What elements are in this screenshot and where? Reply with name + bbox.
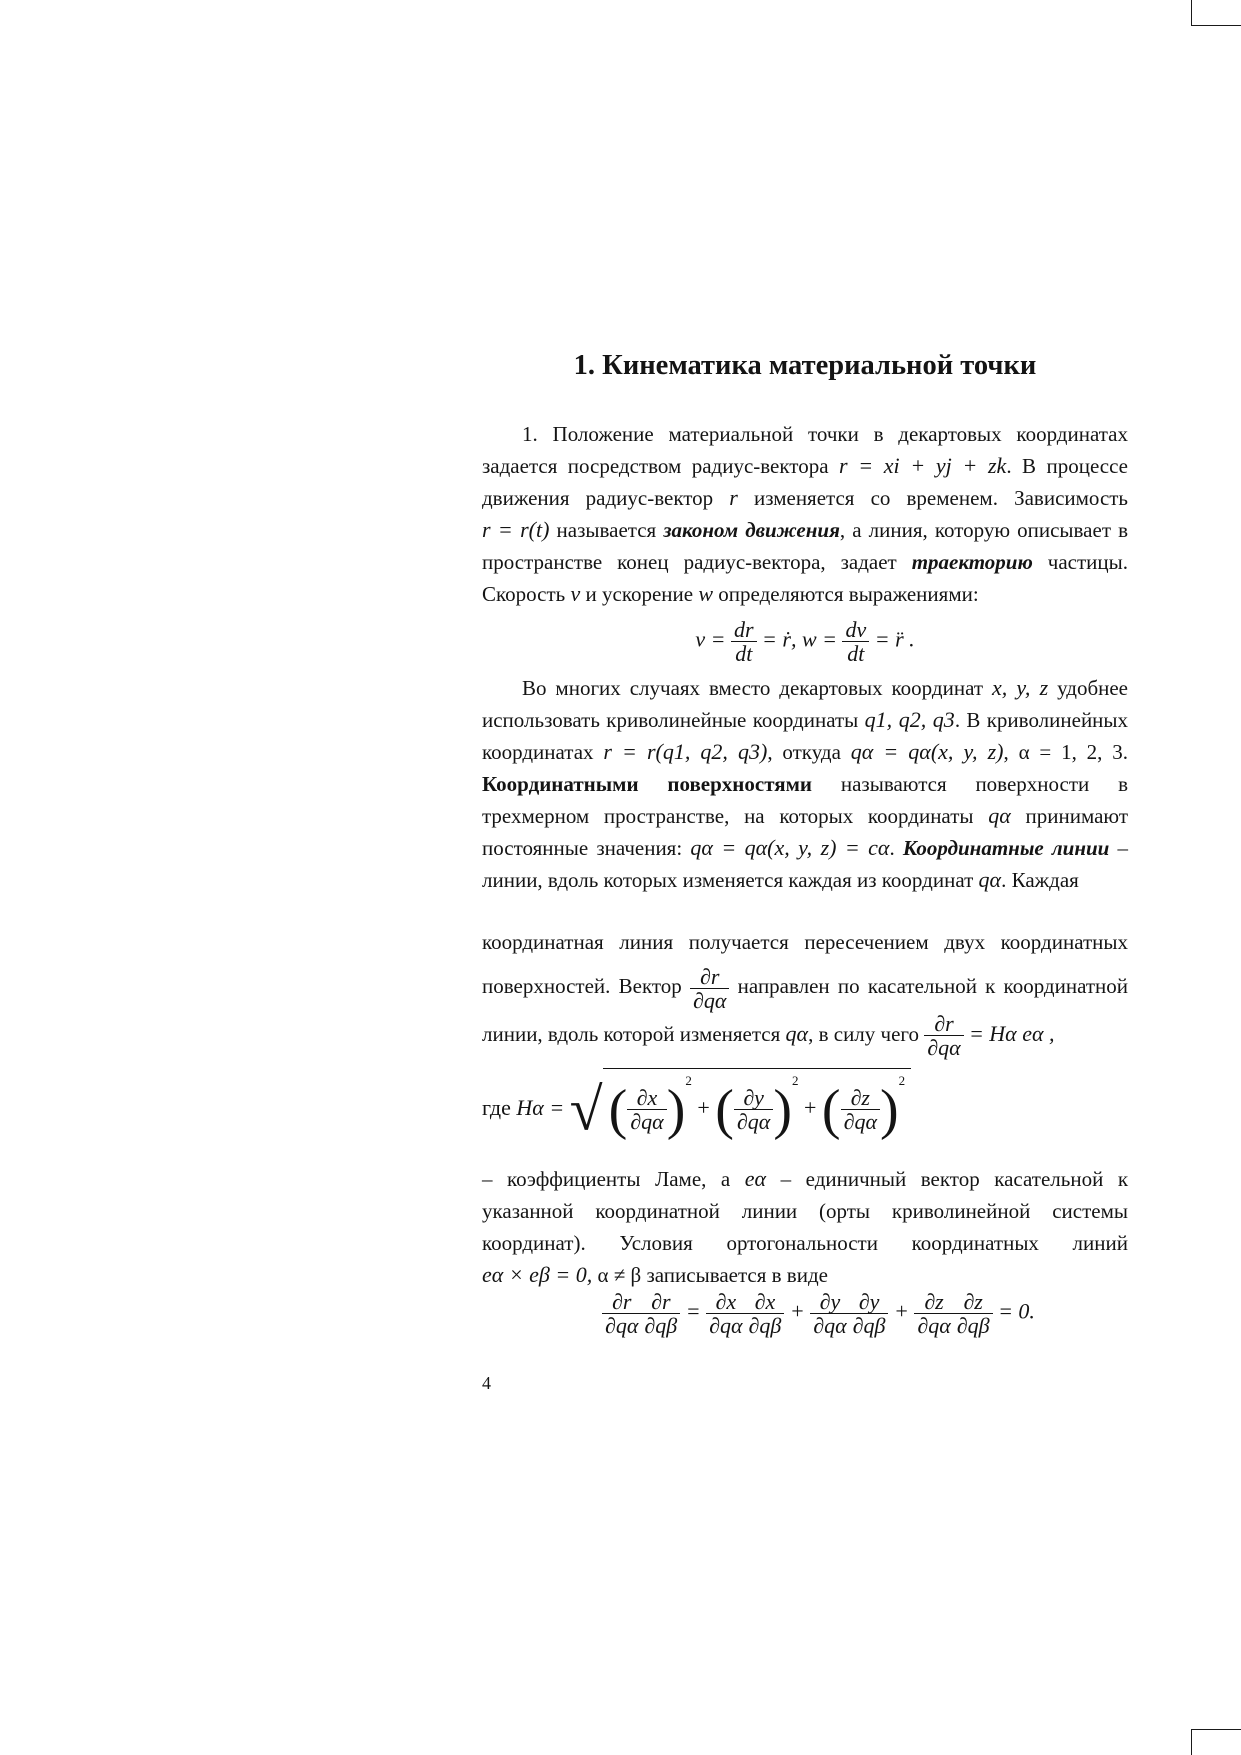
fraction-numerator: dv: [842, 618, 869, 642]
paragraph-tangent-vector: [482, 920, 1128, 1060]
sqrt-sign: √: [569, 1076, 603, 1143]
text: , α = 1, 2, 3.: [1003, 740, 1128, 764]
text: α ≠ β записывается в виде: [597, 1263, 828, 1287]
formula-radius-vector: r = xi + yj + zk: [838, 453, 1007, 478]
text: принимают постоянные значения:: [482, 804, 1129, 860]
formula-q-alpha-const: qα = qα(x, y, z) = cα: [690, 835, 890, 860]
text: называются поверхности в трехмерном пространстве, на которых координаты: [482, 772, 1129, 828]
crop-mark-top-vertical: [1191, 0, 1192, 26]
fraction: [746, 1290, 785, 1337]
fraction-dr-dq: [690, 965, 729, 1012]
text: изменяется со временем. Зависимость: [753, 486, 1129, 510]
formula-q-alpha: qα: [978, 867, 1002, 892]
fraction-dx-dq: [627, 1086, 666, 1133]
paren-close: ): [666, 1078, 686, 1141]
superscript: 2: [898, 1073, 906, 1088]
text: удобнее использовать криволинейные координаты: [482, 676, 1129, 732]
fraction-dy-dq: [734, 1086, 773, 1133]
fraction-numerator: ∂z: [914, 1290, 953, 1314]
fraction: [810, 1290, 849, 1337]
text: .: [889, 836, 895, 860]
fraction-dv-dt: [842, 618, 869, 665]
fraction-numerator: ∂r: [602, 1290, 641, 1314]
superscript: 2: [792, 1073, 799, 1088]
formula-v: v: [570, 581, 581, 606]
term-coordinate-lines: Координатные линии: [902, 836, 1110, 860]
text: называется: [556, 518, 657, 542]
fraction-denominator: ∂qα: [709, 1313, 743, 1339]
formula-q-alpha: qα: [785, 1020, 809, 1046]
formula-r-of-q: r = r(q1, q2, q3): [603, 739, 768, 764]
fraction-dz-dq: [841, 1086, 880, 1133]
text: Во многих случаях вместо декартовых координат: [522, 676, 984, 700]
fraction-numerator: ∂y: [734, 1086, 773, 1110]
formula-xyz: x, y, z: [991, 675, 1049, 700]
term-law-of-motion: законом движения: [663, 518, 840, 542]
fraction-denominator: dt: [735, 641, 753, 667]
paren-open: (: [821, 1078, 841, 1141]
fraction-denominator: ∂qβ: [748, 1313, 782, 1339]
formula-e-alpha: eα: [744, 1166, 767, 1191]
fraction-denominator: ∂qα: [927, 1035, 961, 1061]
paragraph-lame-orthogonality: [482, 1163, 1128, 1291]
formula-lame-coefficient: [482, 1068, 911, 1144]
fraction-denominator: ∂qα: [917, 1313, 951, 1339]
text: направлен по касательной к координатной линии, вдоль которой изменяется: [482, 974, 1129, 1046]
formula-r-of-t: r = r(t): [482, 517, 550, 542]
paragraph-position: [482, 418, 1128, 610]
fraction-denominator: ∂qα: [843, 1109, 877, 1135]
text: – линии, вдоль которых изменяется каждая из координат: [482, 836, 1129, 892]
fraction-denominator: ∂qβ: [956, 1313, 990, 1339]
equals-sign: =: [685, 1298, 701, 1324]
text: . Каждая: [1001, 868, 1079, 892]
fraction-denominator: ∂qα: [813, 1313, 847, 1339]
fraction-numerator: ∂x: [627, 1086, 666, 1110]
paragraph-curvilinear: [482, 672, 1128, 896]
fraction-numerator: ∂r: [924, 1012, 963, 1036]
fraction: [914, 1290, 953, 1337]
fraction-denominator: dt: [847, 641, 865, 667]
text: где: [482, 1095, 511, 1120]
text: . В процессе движения радиус-вектор: [482, 454, 1129, 510]
formula-velocity-acceleration: [482, 618, 1128, 665]
plus-sign: +: [697, 1095, 710, 1120]
fraction-denominator: ∂qβ: [644, 1313, 678, 1339]
fraction-numerator: ∂y: [810, 1290, 849, 1314]
superscript: 2: [685, 1073, 692, 1088]
text: – коэффициенты Ламе, а: [482, 1167, 731, 1191]
text: и ускорение: [585, 582, 694, 606]
text: . В криволинейных координатах: [482, 708, 1129, 764]
fraction-denominator: ∂qα: [605, 1313, 639, 1339]
crop-mark-bottom-vertical: [1191, 1729, 1192, 1755]
paren-close: ): [773, 1078, 792, 1141]
fraction-denominator: ∂qα: [736, 1109, 771, 1135]
sqrt-body: [603, 1068, 912, 1141]
crop-mark-bottom-horizontal: [1191, 1729, 1241, 1730]
crop-mark-top-horizontal: [1191, 25, 1241, 26]
fraction-numerator: ∂z: [954, 1290, 993, 1314]
plus-sign: +: [893, 1298, 909, 1324]
formula-q123: q1, q2, q3: [864, 707, 955, 732]
plus-sign: +: [804, 1095, 817, 1120]
formula-part: v =: [695, 626, 726, 652]
text: , откуда: [767, 740, 841, 764]
formula-part: = r̈ .: [874, 626, 915, 652]
fraction-denominator: ∂qα: [630, 1109, 664, 1135]
formula-r: r: [729, 485, 738, 510]
fraction-dr-dq: [924, 1012, 963, 1059]
fraction-numerator: ∂x: [746, 1290, 785, 1314]
text: 1. Положение материальной точки в декартовых координатах задается посредством радиус-вектора: [482, 422, 1128, 478]
text: , в силу чего: [808, 1021, 920, 1046]
formula-part: = 0.: [998, 1298, 1035, 1324]
fraction: [641, 1290, 680, 1337]
fraction-numerator: ∂z: [841, 1086, 880, 1110]
plus-sign: +: [789, 1298, 805, 1324]
paren-open: (: [608, 1078, 628, 1141]
formula-H-alpha: Hα =: [516, 1095, 565, 1120]
fraction-dr-dt: [731, 618, 757, 665]
formula-H-e: = Hα eα ,: [968, 1020, 1055, 1046]
fraction: [602, 1290, 641, 1337]
fraction: [706, 1290, 745, 1337]
page-number: 4: [482, 1373, 491, 1393]
fraction-numerator: dr: [731, 618, 757, 642]
text: координатная линия получается пересечением двух координатных поверхностей. Вектор: [482, 930, 1128, 998]
fraction-denominator: ∂qα: [693, 987, 727, 1013]
term-trajectory: траекторию: [911, 550, 1033, 574]
paren-open: (: [715, 1078, 734, 1141]
formula-orthogonality: eα × eβ = 0,: [482, 1262, 593, 1287]
fraction: [850, 1290, 889, 1337]
fraction-numerator: ∂r: [641, 1290, 680, 1314]
chapter-heading: 1. Кинематика материальной точки: [573, 350, 1037, 381]
formula-q-alpha: qα: [988, 803, 1011, 828]
formula-q-alpha: qα = qα(x, y, z): [850, 739, 1004, 764]
text: , а линия, которую описывает в пространстве конец радиус-вектора, задает: [482, 518, 1129, 574]
formula-orthogonality-condition: [602, 1289, 1035, 1339]
text: – единичный вектор касательной к указанной координатной линии (орты криволинейной системы координат). Условия ортогональности координатных линий: [482, 1167, 1129, 1255]
formula-part: = ṙ, w =: [762, 626, 837, 652]
fraction-numerator: ∂y: [850, 1290, 889, 1314]
fraction-numerator: ∂x: [706, 1290, 745, 1314]
text: определяются выражениями:: [718, 582, 979, 606]
fraction-denominator: ∂qβ: [852, 1313, 886, 1339]
text: частицы. Скорость: [482, 550, 1129, 606]
paren-close: ): [880, 1078, 899, 1141]
fraction-numerator: ∂r: [690, 965, 729, 989]
fraction: [954, 1290, 993, 1337]
formula-w: w: [698, 581, 714, 606]
term-coordinate-surfaces: Координатными поверхностями: [482, 772, 813, 796]
